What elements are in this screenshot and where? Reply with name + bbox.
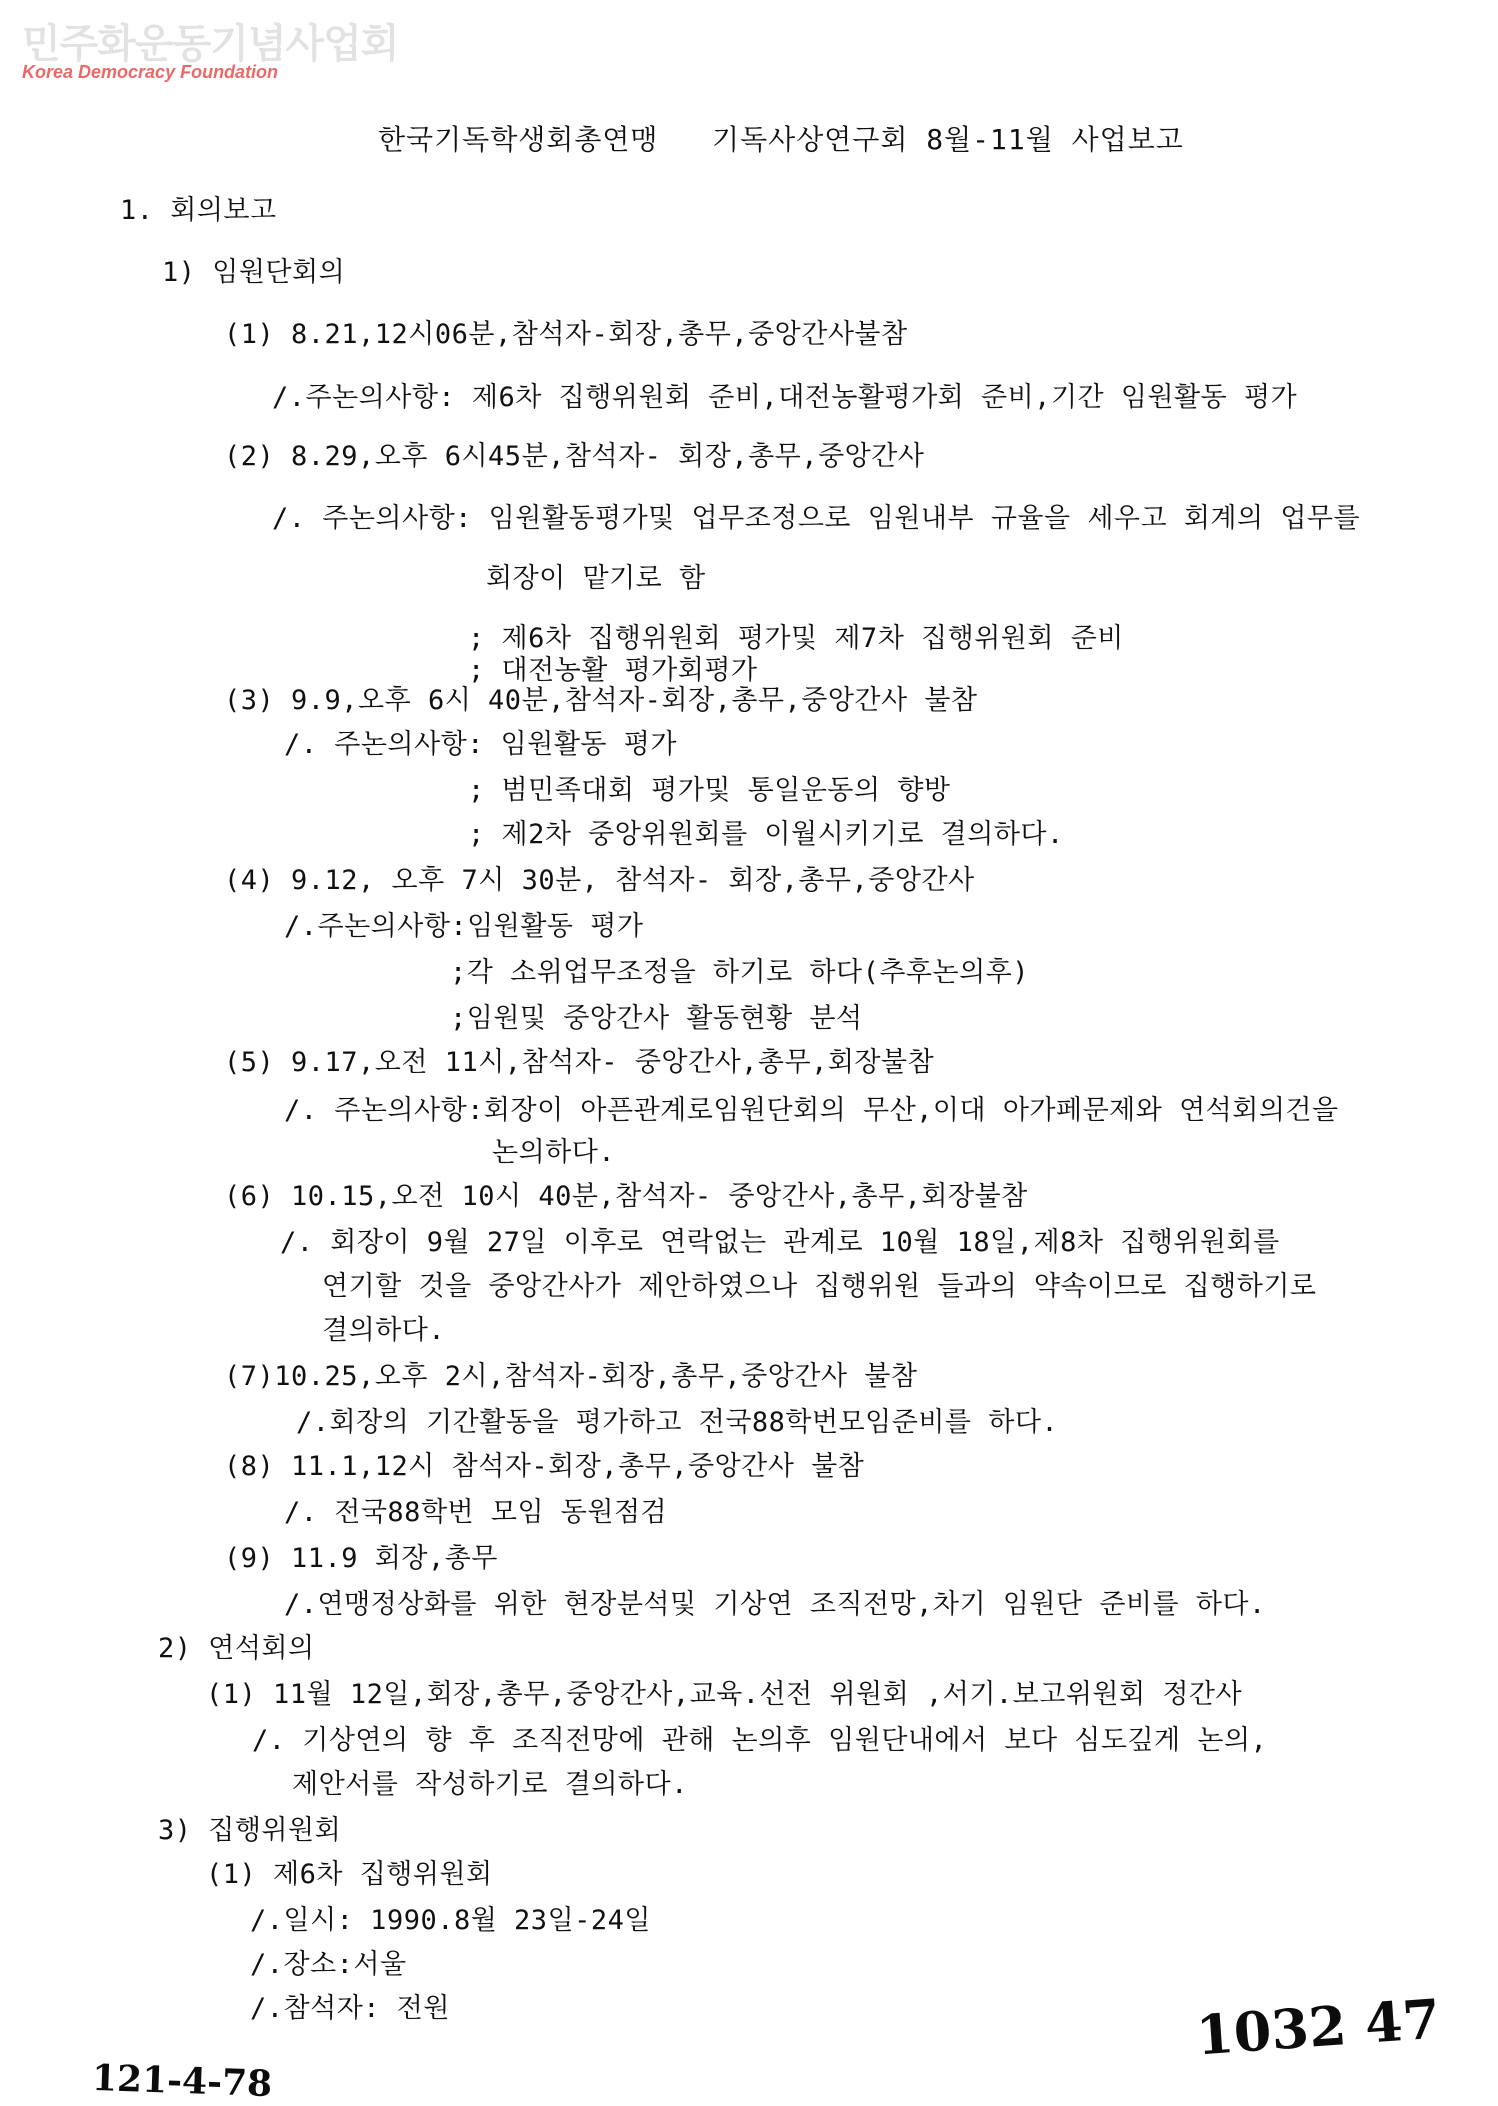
agenda-line: 결의하다. [322, 1315, 446, 1346]
agenda-line: /. 주논의사항: 임원활동평가및 업무조정으로 임원내부 규율을 세우고 회계의 업무를 [272, 503, 1361, 534]
agenda-line: /. 기상연의 향 후 조직전망에 관해 논의후 임원단내에서 보다 심도깊게 논의, [252, 1725, 1268, 1756]
document-title: 한국기독학생회총연맹 기독사상연구회 8월-11월 사업보고 [378, 123, 1184, 156]
agenda-line: 회장이 맡기로 함 [486, 563, 706, 594]
meeting-entry: (9) 11.9 회장,총무 [224, 1543, 498, 1574]
agenda-line: ; 범민족대회 평가및 통일운동의 향방 [468, 775, 951, 806]
watermark-korean: 민주화운동기념사업회 [22, 21, 399, 67]
handwritten-file-code: 121-4-78 [91, 2056, 273, 2106]
agenda-line: /. 회장이 9월 27일 이후로 연락없는 관계로 10월 18일,제8차 집행위원회를 [280, 1227, 1280, 1258]
agenda-line: 제안서를 작성하기로 결의하다. [292, 1769, 688, 1800]
section-heading: 1. 회의보고 [120, 195, 277, 226]
agenda-line: /.일시: 1990.8월 23일-24일 [250, 1905, 651, 1936]
agenda-line: /.연맹정상화를 위한 현장분석및 기상연 조직전망,차기 임원단 준비를 하다. [284, 1589, 1266, 1620]
subsection-heading: 1) 임원단회의 [162, 257, 346, 288]
agenda-line: 연기할 것을 중앙간사가 제안하였으나 집행위원 들과의 약속이므로 집행하기로 [322, 1271, 1317, 1302]
meeting-entry: (2) 8.29,오후 6시45분,참석자- 회장,총무,중앙간사 [224, 441, 925, 472]
agenda-line: /.주논의사항:임원활동 평가 [284, 911, 644, 942]
meeting-entry: (1) 11월 12일,회장,총무,중앙간사,교육.선전 위원회 ,서기.보고위원회 정간사 [206, 1679, 1243, 1710]
agenda-line: /. 주논의사항: 임원활동 평가 [284, 729, 677, 760]
agenda-line: /.회장의 기간활동을 평가하고 전국88학번모임준비를 하다. [296, 1407, 1059, 1438]
meeting-entry: (3) 9.9,오후 6시 40분,참석자-회장,총무,중앙간사 불참 [224, 685, 978, 716]
agenda-line: ;임원및 중앙간사 활동현황 분석 [450, 1003, 863, 1034]
meeting-entry: (8) 11.1,12시 참석자-회장,총무,중앙간사 불참 [224, 1451, 865, 1482]
meeting-entry: (1) 8.21,12시06분,참석자-회장,총무,중앙간사불참 [224, 319, 908, 350]
meeting-entry: (7)10.25,오후 2시,참석자-회장,총무,중앙간사 불참 [224, 1361, 918, 1392]
agenda-line: ; 제6차 집행위원회 평가및 제7차 집행위원회 준비 [468, 623, 1124, 654]
agenda-line: /.참석자: 전원 [250, 1993, 450, 2024]
meeting-entry: (6) 10.15,오전 10시 40분,참석자- 중앙간사,총무,회장불참 [224, 1181, 1028, 1212]
agenda-line: /. 주논의사항:회장이 아픈관계로임원단회의 무산,이대 아가페문제와 연석회의건을 [284, 1095, 1339, 1126]
subsection-heading: 2) 연석회의 [158, 1633, 315, 1664]
agenda-line: /.장소:서울 [250, 1949, 407, 1980]
subsection-heading: 3) 집행위원회 [158, 1815, 342, 1846]
agenda-line: ; 제2차 중앙위원회를 이월시키기로 결의하다. [468, 819, 1064, 850]
agenda-line: ;각 소위업무조정을 하기로 하다(추후논의후) [450, 957, 1030, 988]
meeting-entry: (5) 9.17,오전 11시,참석자- 중앙간사,총무,회장불참 [224, 1047, 935, 1078]
agenda-line: 논의하다. [492, 1137, 616, 1168]
agenda-line: ; 대전농활 평가회평가 [468, 655, 758, 686]
agenda-line: /. 전국88학번 모임 동원점검 [284, 1497, 668, 1528]
agenda-line: /.주논의사항: 제6차 집행위원회 준비,대전농활평가회 준비,기간 임원활동 평가 [272, 382, 1298, 413]
handwritten-page-number: 1032 47 [1194, 1986, 1443, 2068]
watermark-english: Korea Democracy Foundation [22, 62, 279, 82]
meeting-entry: (4) 9.12, 오후 7시 30분, 참석자- 회장,총무,중앙간사 [224, 865, 975, 896]
meeting-entry: (1) 제6차 집행위원회 [206, 1859, 493, 1890]
